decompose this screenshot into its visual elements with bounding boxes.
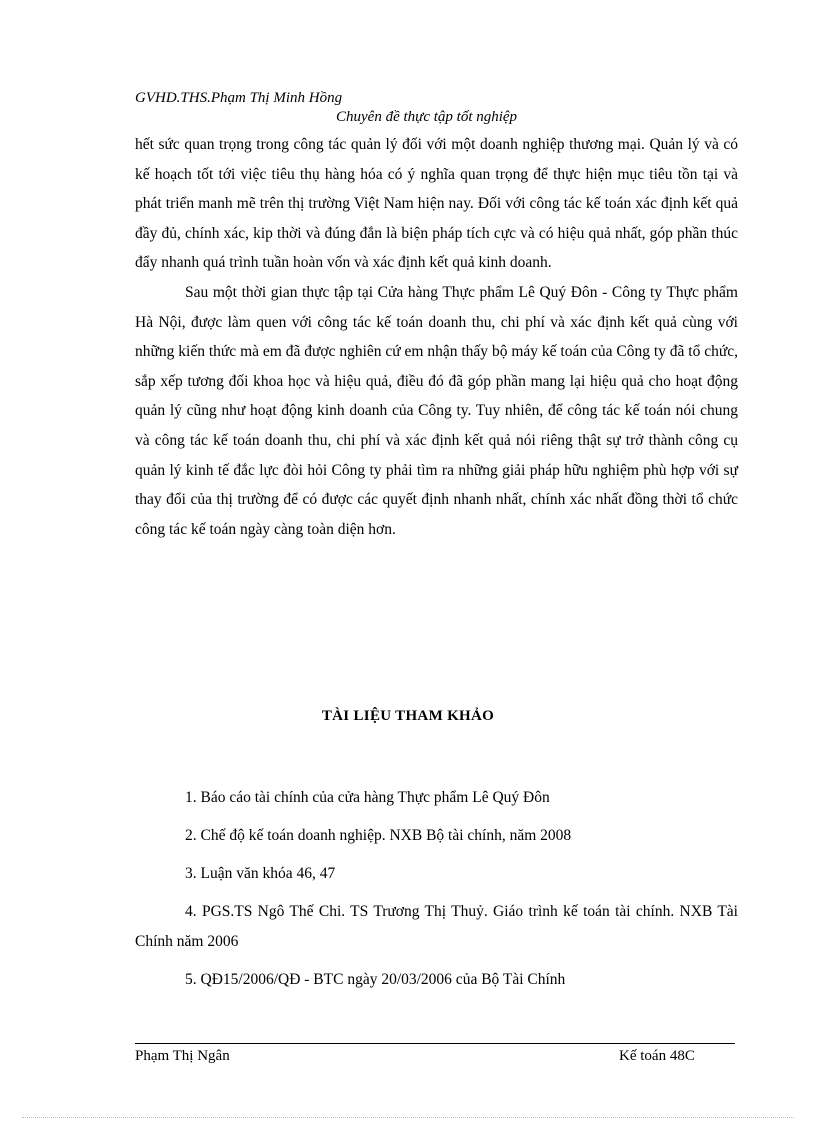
header-advisor: GVHD.THS.Phạm Thị Minh Hồng: [135, 90, 343, 106]
paragraph-2: Sau một thời gian thực tập tại Cửa hàng Thực phẩm Lê Quý Đôn - Công ty Thực phẩm Hà Nội, được làm quen với công tác kế toán doanh thu, chi phí và xác định kết quả cùng với những kiến thức mà em đã được nghiên cứ em nhận thấy bộ máy kế toán của Công ty đã tổ chức, sắp xếp tương đối khoa học và hiệu quả, điều đó đã góp phần mang lại hiệu quả cho hoạt động quản lý cũng như hoạt động kinh doanh của Công ty. Tuy nhiên, để công tác kế toán nói chung và công tác kế toán doanh thu, chi phí và xác định kết quả nói riêng thật sự trở thành công cụ quản lý kinh tế đắc lực đòi hỏi Công ty phải tìm ra những giải pháp hữu nghiệm phù hợp với sự thay đổi của thị trường để có được các quyết định nhanh nhất, chính xác nhất đồng thời tổ chức công tác kế toán ngày càng toàn diện hơn.: [135, 283, 738, 538]
page-bottom-edge: [22, 1117, 794, 1118]
reference-item: 1. Báo cáo tài chính của cửa hàng Thực phẩm Lê Quý Đôn: [185, 789, 550, 806]
footer-author: Phạm Thị Ngân: [135, 1048, 230, 1064]
reference-item: 3. Luận văn khóa 46, 47: [185, 865, 336, 883]
references-title: TÀI LIỆU THAM KHẢO: [321, 708, 495, 724]
paragraph-1: hết sức quan trọng trong công tác quản lý đối với một doanh nghiệp thương mại. Quản lý và có kế hoạch tốt tới việc tiêu thụ hàng hóa có ý nghĩa quan trọng để thực hiện mục tiêu tồn tại và phát triển manh mẽ trên thị trường Việt Nam hiện nay. Đối với công tác kế toán xác định kết quả đầy đủ, chính xác, kip thời và đúng đắn là biện pháp tích cực và có hiệu quả nhất, góp phần thúc đẩy nhanh quá trình tuần hoàn vốn và xác định kết quả kinh doanh.: [135, 136, 738, 272]
reference-item: 4. PGS.TS Ngô Thế Chi. TS Trương Thị Thuỷ. Giáo trình kế toán tài chính. NXB Tài Chính năm 2006: [135, 903, 738, 950]
header-document-type: Chuyên đề thực tập tốt nghiệp: [336, 109, 518, 125]
footer-class: Kế toán 48C: [619, 1048, 695, 1064]
references-list: [135, 783, 738, 1003]
reference-item: 5. QĐ15/2006/QĐ - BTC ngày 20/03/2006 của Bộ Tài Chính: [185, 970, 566, 988]
reference-item: 2. Chế độ kế toán doanh nghiệp. NXB Bộ tài chính, năm 2008: [185, 827, 572, 845]
footer-divider: [135, 1043, 735, 1044]
body-text: [135, 130, 738, 544]
